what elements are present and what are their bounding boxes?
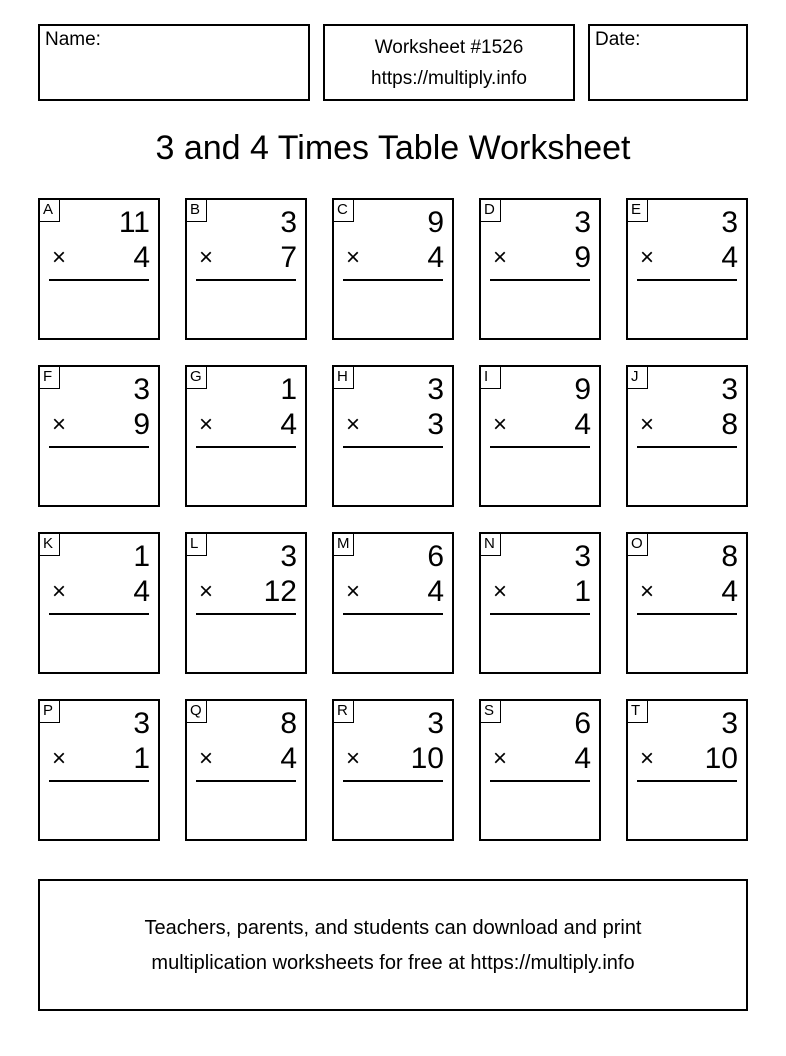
problem-label: K [40, 534, 60, 556]
problem-card [38, 699, 160, 841]
worksheet-url: https://multiply.info [371, 68, 527, 89]
answer-line [49, 613, 149, 615]
answer-line [196, 780, 296, 782]
problem-card [185, 532, 307, 674]
footer-box [38, 879, 748, 1011]
multiplier: 1 [133, 742, 150, 775]
multiplicand: 3 [427, 707, 444, 740]
answer-line [490, 446, 590, 448]
answer-line [637, 279, 737, 281]
problem-card [626, 198, 748, 340]
problem-label: F [40, 367, 60, 389]
footer-line-2: multiplication worksheets for free at https://multiply.info [151, 952, 635, 974]
multiply-sign-icon: × [640, 578, 655, 605]
problem-label: I [481, 367, 501, 389]
answer-line [490, 279, 590, 281]
problem-card [479, 532, 601, 674]
multiplier: 10 [410, 742, 444, 775]
multiplier: 4 [721, 241, 738, 274]
answer-line [343, 446, 443, 448]
answer-line [637, 780, 737, 782]
multiply-sign-icon: × [52, 411, 67, 438]
multiplicand: 3 [280, 206, 297, 239]
multiply-sign-icon: × [346, 411, 361, 438]
answer-line [49, 780, 149, 782]
multiplicand: 3 [721, 206, 738, 239]
problem-card [332, 532, 454, 674]
multiplicand: 3 [721, 373, 738, 406]
answer-line [196, 279, 296, 281]
problem-label: P [40, 701, 60, 723]
multiplicand: 3 [133, 707, 150, 740]
answer-line [490, 780, 590, 782]
problem-label: D [481, 200, 501, 222]
multiply-sign-icon: × [493, 411, 508, 438]
problem-label: E [628, 200, 648, 222]
multiplicand: 3 [574, 540, 591, 573]
multiply-sign-icon: × [52, 244, 67, 271]
multiplier: 7 [280, 241, 297, 274]
answer-line [637, 613, 737, 615]
multiply-sign-icon: × [52, 745, 67, 772]
answer-line [196, 613, 296, 615]
worksheet-number: Worksheet #1526 [374, 37, 524, 58]
problem-label: H [334, 367, 354, 389]
multiplicand: 3 [574, 206, 591, 239]
answer-line [49, 279, 149, 281]
multiplicand: 3 [280, 540, 297, 573]
problem-card [479, 699, 601, 841]
multiplier: 12 [263, 575, 297, 608]
multiplicand: 8 [280, 707, 297, 740]
multiplicand: 1 [280, 373, 297, 406]
name-label: Name: [45, 29, 101, 50]
answer-line [49, 446, 149, 448]
problem-label: B [187, 200, 207, 222]
multiplicand: 6 [574, 707, 591, 740]
multiply-sign-icon: × [199, 411, 214, 438]
multiplier: 10 [704, 742, 738, 775]
problem-label: M [334, 534, 354, 556]
multiplicand: 1 [133, 540, 150, 573]
multiply-sign-icon: × [199, 578, 214, 605]
multiplicand: 3 [427, 373, 444, 406]
footer-line-1: Teachers, parents, and students can download and print [144, 917, 642, 939]
multiplicand: 9 [574, 373, 591, 406]
multiply-sign-icon: × [199, 244, 214, 271]
problem-card [332, 365, 454, 507]
problem-label: J [628, 367, 648, 389]
answer-line [490, 613, 590, 615]
problem-label: R [334, 701, 354, 723]
problem-card [626, 532, 748, 674]
problem-card [479, 365, 601, 507]
problem-card [38, 198, 160, 340]
multiplier: 9 [133, 408, 150, 441]
multiply-sign-icon: × [640, 411, 655, 438]
date-label: Date: [595, 29, 641, 50]
answer-line [343, 780, 443, 782]
multiply-sign-icon: × [493, 578, 508, 605]
multiplier: 4 [280, 742, 297, 775]
problem-label: C [334, 200, 354, 222]
multiplicand: 6 [427, 540, 444, 573]
multiply-sign-icon: × [493, 244, 508, 271]
problem-card [626, 365, 748, 507]
problem-card [332, 699, 454, 841]
multiply-sign-icon: × [199, 745, 214, 772]
problem-label: G [187, 367, 207, 389]
multiplier: 4 [574, 742, 591, 775]
problem-card [185, 198, 307, 340]
multiplier: 8 [721, 408, 738, 441]
answer-line [343, 613, 443, 615]
problem-label: S [481, 701, 501, 723]
problem-card [626, 699, 748, 841]
problem-label: L [187, 534, 207, 556]
multiply-sign-icon: × [640, 244, 655, 271]
multiplier: 9 [574, 241, 591, 274]
problem-label: T [628, 701, 648, 723]
multiply-sign-icon: × [346, 244, 361, 271]
multiplier: 4 [427, 575, 444, 608]
multiplier: 4 [280, 408, 297, 441]
problem-card [38, 365, 160, 507]
answer-line [637, 446, 737, 448]
problem-card [185, 699, 307, 841]
problem-card [185, 365, 307, 507]
multiply-sign-icon: × [346, 745, 361, 772]
multiplier: 3 [427, 408, 444, 441]
problem-label: Q [187, 701, 207, 723]
problem-label: O [628, 534, 648, 556]
multiply-sign-icon: × [346, 578, 361, 605]
multiplier: 4 [574, 408, 591, 441]
multiplier: 1 [574, 575, 591, 608]
multiplicand: 3 [133, 373, 150, 406]
multiply-sign-icon: × [640, 745, 655, 772]
multiplicand: 3 [721, 707, 738, 740]
problem-card [38, 532, 160, 674]
multiplicand: 9 [427, 206, 444, 239]
multiply-sign-icon: × [52, 578, 67, 605]
multiplier: 4 [133, 575, 150, 608]
answer-line [343, 279, 443, 281]
multiplier: 4 [427, 241, 444, 274]
multiplicand: 8 [721, 540, 738, 573]
multiplier: 4 [721, 575, 738, 608]
problem-card [332, 198, 454, 340]
multiplier: 4 [133, 241, 150, 274]
page-title: 3 and 4 Times Table Worksheet [155, 129, 631, 167]
problem-label: A [40, 200, 60, 222]
multiply-sign-icon: × [493, 745, 508, 772]
problem-card [479, 198, 601, 340]
multiplicand: 11 [118, 206, 150, 239]
problem-label: N [481, 534, 501, 556]
answer-line [196, 446, 296, 448]
